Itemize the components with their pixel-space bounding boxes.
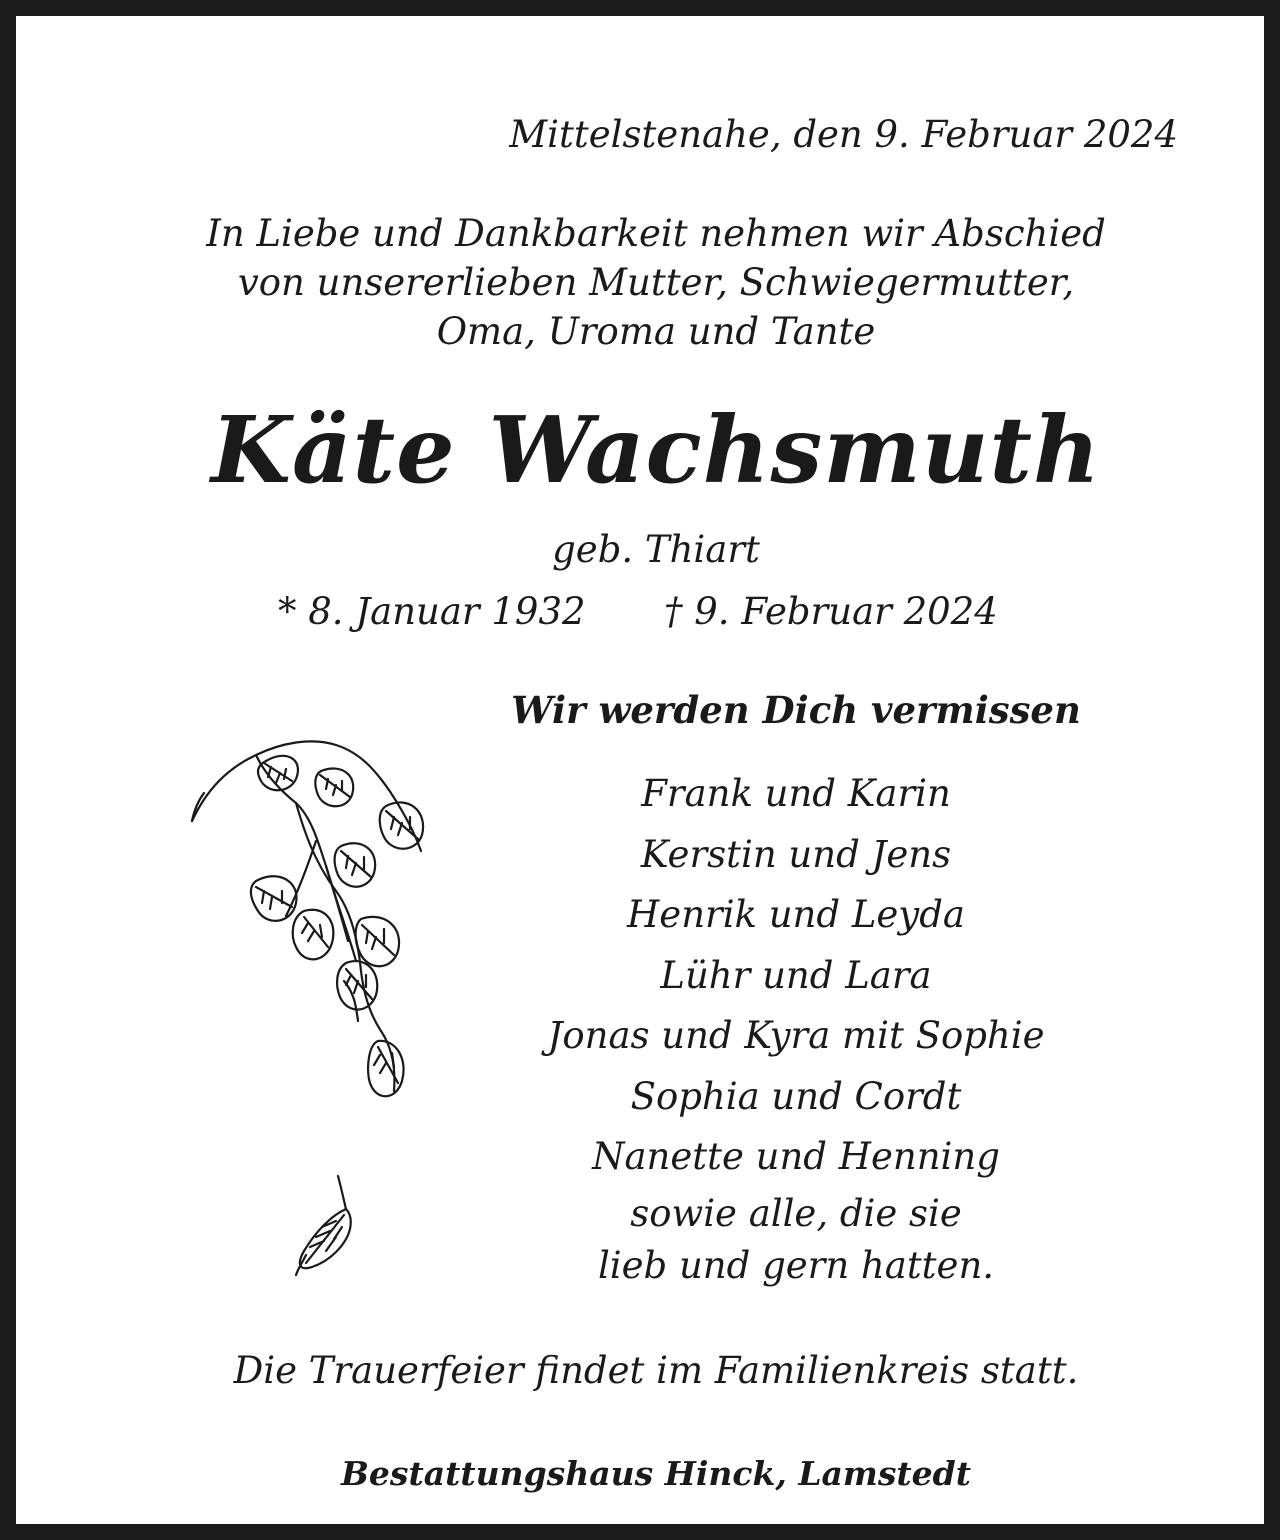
intro-text [16,209,1280,356]
mourners-list [496,764,1096,1188]
ceremony-notice: Die Trauerfeier findet im Familienkreis statt. [233,1349,1079,1392]
list-item: Nanette und Henning [592,1135,1000,1178]
closing-line: sowie alle, die sie [630,1192,962,1235]
list-item: Kerstin und Jens [640,832,952,876]
birth-date: * 8. Januar 1932 [278,590,586,633]
closing-line: lieb und gern hatten. [597,1244,995,1287]
list-item: Jonas und Kyra mit Sophie [547,1014,1045,1057]
list-item: Henrik und Leyda [627,893,965,936]
list-item: Lühr und Lara [660,953,932,997]
intro-line: Oma, Uroma und Tante [436,310,876,353]
place-date: Mittelstenahe, den 9. Februar 2024 [509,113,1178,156]
intro-line: von unsererlieben Mutter, Schwiegermutter, [237,261,1075,304]
maiden-name: geb. Thiart [552,528,760,571]
undertaker-name: Bestattungshaus Hinck, Lamstedt [341,1454,971,1493]
death-date: † 9. Februar 2024 [664,590,998,633]
list-item: Sophia und Cordt [630,1074,962,1118]
list-item: Frank und Karin [641,772,951,815]
mourners-closing [496,1188,1096,1292]
intro-line: In Liebe und Dankbarkeit nehmen wir Abschied [206,212,1106,255]
deceased-name: Käte Wachsmuth [211,396,1101,504]
mourners-heading: Wir werden Dich vermissen [511,688,1081,732]
birch-branch-icon [186,731,446,1276]
